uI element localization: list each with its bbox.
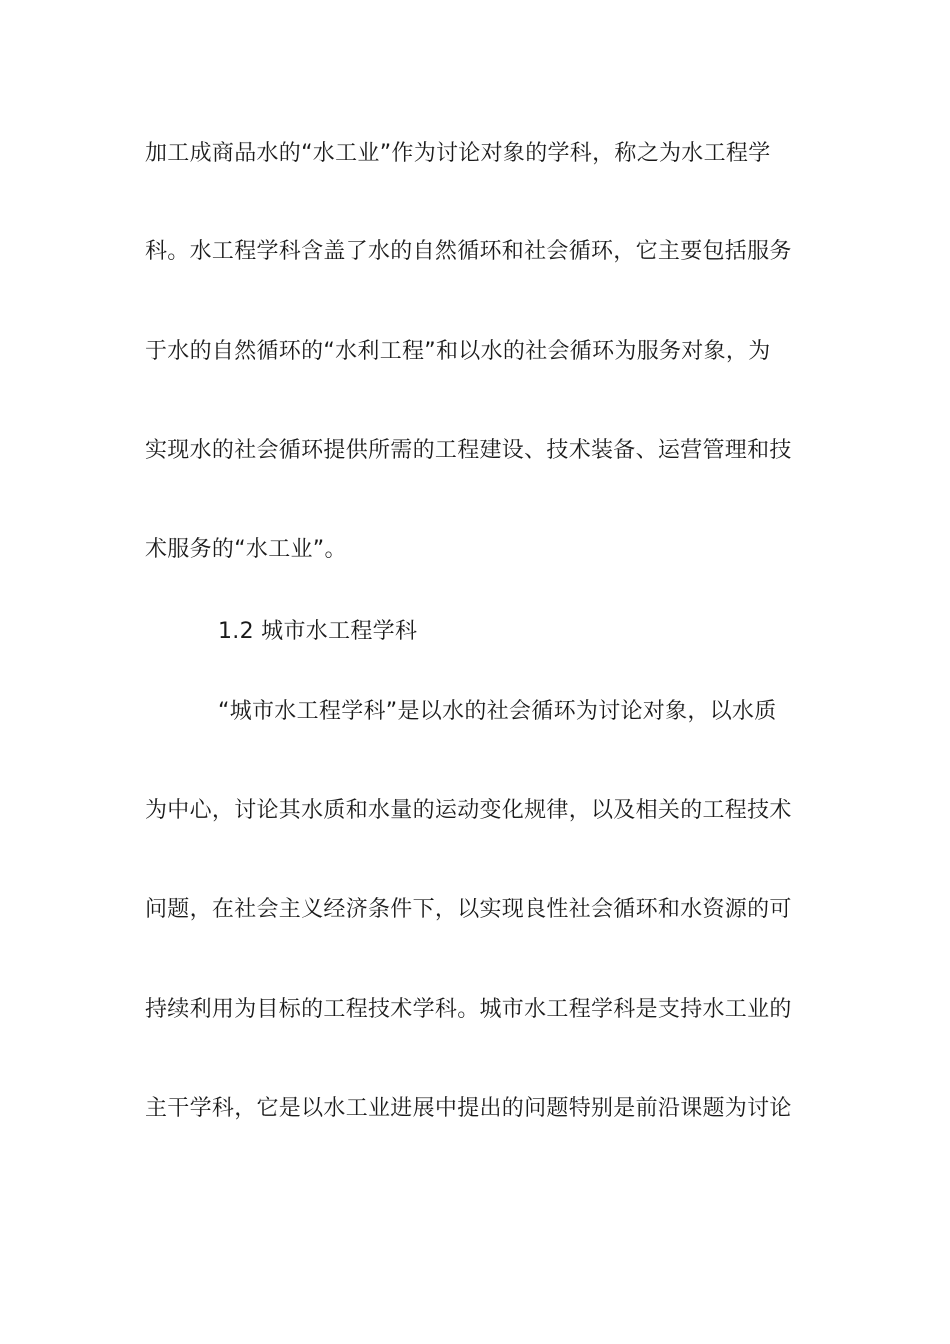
- paragraph-line: 持续利用为目标的工程技术学科。城市水工程学科是支持水工业的: [145, 997, 792, 1022]
- paragraph-line: 为中心，讨论其水质和水量的运动变化规律，以及相关的工程技术: [145, 798, 792, 823]
- paragraph-line: 主干学科，它是以水工业进展中提出的问题特别是前沿课题为讨论: [145, 1096, 792, 1121]
- paragraph-line: 术服务的“水工业”。: [145, 537, 347, 562]
- paragraph-line: 加工成商品水的“水工业”作为讨论对象的学科，称之为水工程学: [145, 141, 771, 166]
- paragraph-line: 问题，在社会主义经济条件下，以实现良性社会循环和水资源的可: [145, 897, 792, 922]
- paragraph-line: 实现水的社会循环提供所需的工程建设、技术装备、运营管理和技: [145, 438, 792, 463]
- paragraph-line: 于水的自然循环的“水利工程”和以水的社会循环为服务对象，为: [145, 339, 771, 364]
- section-heading: 1.2 城市水工程学科: [218, 619, 418, 644]
- paragraph-line: “城市水工程学科”是以水的社会循环为讨论对象，以水质: [218, 699, 777, 724]
- paragraph-line: 科。水工程学科含盖了水的自然循环和社会循环，它主要包括服务: [145, 239, 792, 264]
